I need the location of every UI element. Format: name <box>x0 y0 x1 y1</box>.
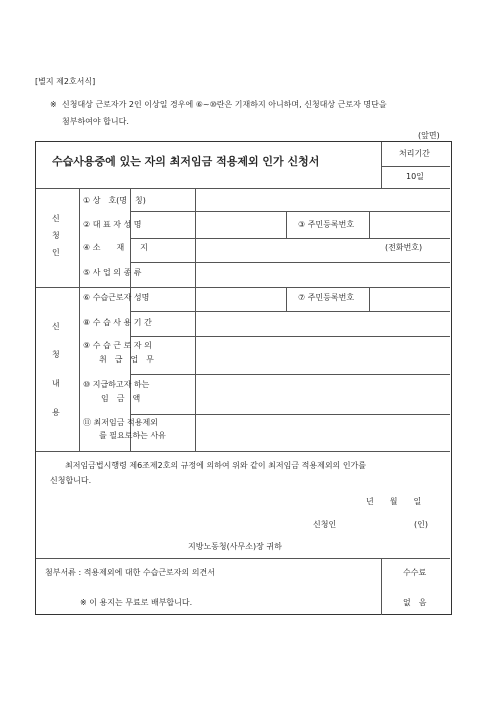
applicant-group-char-1: 신 <box>52 214 60 223</box>
form-number: [별지 제2호서식] <box>35 77 96 86</box>
worker-duties-label-2: 취 급 업 무 <box>99 355 154 364</box>
declaration-line-2: 신청합니다. <box>50 476 92 485</box>
fee-label: 수수료 <box>403 568 427 577</box>
worker-name-label: ⑥ 수습근로자 성명 <box>83 293 150 302</box>
address-label: ④ 소 재 지 <box>83 243 148 252</box>
note-mark: ※ <box>50 100 57 109</box>
form-title: 수습사용중에 있는 자의 최저임금 적용제외 인가 신청서 <box>52 155 320 168</box>
processing-period-value: 10일 <box>406 172 424 181</box>
fee-value: 없 음 <box>403 598 427 607</box>
exemption-reason-label-1: ⑪ 최저임금 적용제외 <box>83 418 158 427</box>
content-group-char-2: 청 <box>52 350 60 359</box>
declaration-recipient: 지방노동청(사무소)장 귀하 <box>188 542 282 551</box>
representative-name-label: ② 대 표 자 성 명 <box>83 220 142 229</box>
declaration-line-1: 최저임금법시행령 제6조제2호의 규정에 의하여 위와 같이 최저임금 적용제외의 인가를 <box>65 461 367 470</box>
note-line-1: 신청대상 근로자가 2인 이상일 경우에 ⑥~⑩란은 기재하지 아니하며, 신청대상 근로자 명단을 <box>62 100 387 109</box>
attachment-label: 첨부서류 : 적용제외에 대한 수습근로자의 의견서 <box>45 568 215 577</box>
processing-period-label: 처리기간 <box>399 149 430 158</box>
content-group-char-3: 내 <box>52 379 60 388</box>
applicant-group-char-2: 청 <box>52 231 60 240</box>
phone-number-label: (전화번호) <box>385 243 423 252</box>
wage-label-1: ⑩ 지급하고자 하는 <box>83 380 150 389</box>
business-type-label: ⑤ 사 업 의 종 류 <box>83 268 142 277</box>
content-group-char-4: 용 <box>52 408 60 417</box>
trade-name-label: ① 상 호(명 칭) <box>83 196 146 205</box>
declaration-date: 년 월 일 <box>366 497 422 506</box>
exemption-reason-label-2: 를 필요로하는 사유 <box>99 431 166 440</box>
content-group-char-1: 신 <box>52 322 60 331</box>
worker-duties-label-1: ⑨ 수 습 근 로 자 의 <box>83 341 152 350</box>
free-distribution-note: ※ 이 용지는 무료로 배부합니다. <box>80 598 193 607</box>
probation-period-label: ⑧ 수 습 사 용 기 간 <box>83 318 152 327</box>
applicant-group-char-3: 인 <box>52 248 60 257</box>
worker-id-number-label: ⑦ 주민등록번호 <box>298 293 355 302</box>
page-side-label: (앞면) <box>418 131 440 140</box>
applicant-id-number-label: ③ 주민등록번호 <box>298 220 355 229</box>
declaration-applicant-label: 신청인 <box>313 520 337 529</box>
note-line-2: 첨부하여야 합니다. <box>62 117 129 126</box>
declaration-seal-label: (인) <box>414 520 428 529</box>
wage-label-2: 임 금 액 <box>101 394 141 403</box>
